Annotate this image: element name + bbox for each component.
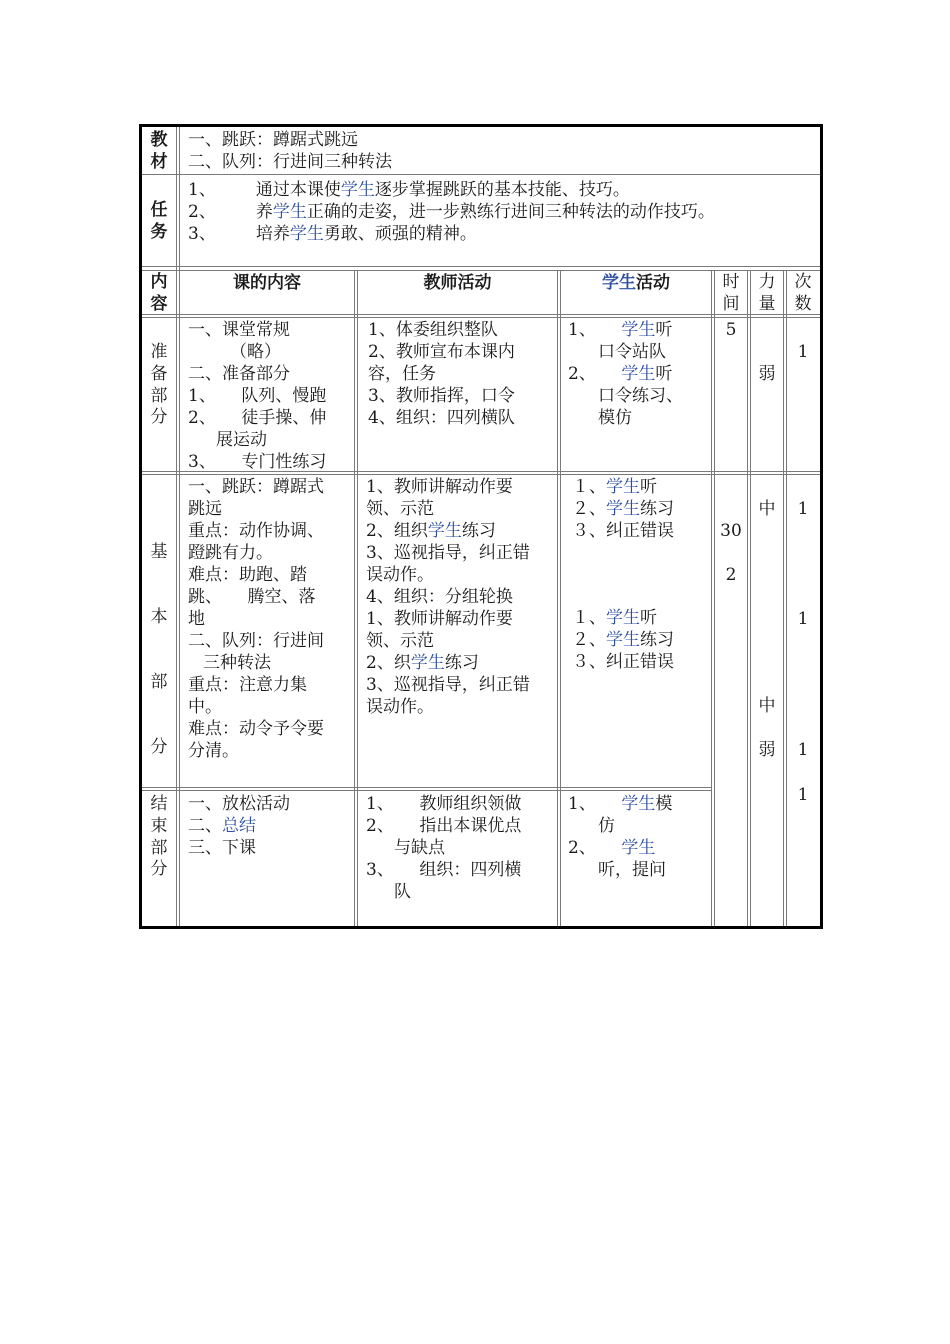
col-divider: [557, 270, 558, 926]
basic-student-line: ３、纠正错误: [572, 521, 674, 541]
basic-student-line: ２、学生练习: [572, 630, 674, 650]
prep-student-line: 模仿: [598, 408, 632, 428]
row-divider: [142, 790, 712, 791]
col-divider: [560, 270, 561, 926]
end-lesson-line: 三、下课: [188, 838, 256, 858]
basic-lesson-line: 难点：助跑、踏: [188, 565, 307, 585]
basic-student-line: １、学生听: [572, 608, 657, 628]
row-divider: [142, 314, 820, 315]
basic-student-line: １、学生听: [572, 477, 657, 497]
basic-lesson-line: 二、队列：行进间: [188, 631, 324, 651]
basic-time: 2: [725, 565, 737, 585]
basic-times: 1: [797, 499, 809, 519]
prep-student-line: 1、 学生听: [568, 320, 673, 340]
col-divider: [786, 270, 787, 926]
basic-times: 1: [797, 609, 809, 629]
header-lesson: 课的内容: [233, 273, 301, 293]
col-divider: [179, 127, 180, 926]
col-divider: [354, 270, 355, 926]
materials-line: 一、跳跃：蹲踞式跳远: [188, 130, 358, 150]
basic-lesson-line: 一、跳跃：蹲踞式: [188, 477, 324, 497]
end-teacher-line: 与缺点: [394, 838, 445, 858]
prep-teacher-line: 3、教师指挥，口令: [368, 386, 515, 406]
header-intensity: 力量: [758, 272, 776, 314]
basic-intensity: 中: [758, 499, 776, 519]
end-student-line: 2、 学生: [568, 838, 656, 858]
prep-student-line: 口令练习、: [598, 386, 683, 406]
basic-teacher-line: 误动作。: [366, 697, 434, 717]
prep-teacher-line: 2、教师宣布本课内: [368, 342, 515, 362]
end-teacher-line: 3、 组织：四列横: [366, 860, 522, 880]
basic-intensity: 弱: [758, 740, 776, 760]
header-time: 时间: [722, 272, 740, 314]
end-student-line: 仿: [598, 816, 615, 836]
prep-lesson-line: 3、 专门性练习: [188, 452, 327, 472]
basic-teacher-line: 2、织学生练习: [366, 653, 479, 673]
prep-teacher-line: 4、组织：四列横队: [368, 408, 515, 428]
basic-teacher-line: 1、教师讲解动作要: [366, 477, 513, 497]
row-divider: [142, 317, 820, 318]
header-times: 次数: [794, 272, 812, 314]
prep-label: 准备部分: [150, 342, 168, 428]
prep-times: 1: [797, 342, 809, 362]
prep-intensity: 弱: [758, 364, 776, 384]
row-divider: [142, 787, 712, 788]
end-lesson-line: 二、总结: [188, 816, 256, 836]
col-divider: [714, 270, 715, 926]
prep-lesson-line: 二、准备部分: [188, 364, 290, 384]
basic-student-line: ２、学生练习: [572, 499, 674, 519]
end-teacher-line: 2、 指出本课优点: [366, 816, 522, 836]
basic-lesson-line: 跳远: [188, 499, 222, 519]
basic-teacher-line: 4、组织：分组轮换: [366, 587, 513, 607]
basic-lesson-line: 难点：动令予令要: [188, 719, 324, 739]
basic-teacher-line: 领、示范: [366, 499, 434, 519]
basic-teacher-line: 领、示范: [366, 631, 434, 651]
basic-teacher-line: 误动作。: [366, 565, 434, 585]
prep-time: 5: [725, 320, 737, 340]
prep-lesson-line: 2、 徒手操、伸: [188, 408, 327, 428]
prep-teacher-line: 1、体委组织整队: [368, 320, 498, 340]
basic-lesson-line: 重点：注意力集: [188, 675, 307, 695]
task-item: 3、 培养学生勇敢、顽强的精神。: [188, 224, 477, 244]
basic-label: 基本部分: [150, 542, 168, 757]
basic-lesson-line: 蹬跳有力。: [188, 543, 273, 563]
row-divider: [142, 474, 820, 475]
prep-student-line: 口令站队: [598, 342, 666, 362]
basic-student-line: ３、纠正错误: [572, 652, 674, 672]
end-student-line: 1、 学生模: [568, 794, 673, 814]
basic-teacher-line: 3、巡视指导，纠正错: [366, 675, 530, 695]
prep-lesson-line: 展运动: [216, 430, 267, 450]
col-divider: [747, 270, 748, 926]
materials-label: 教材: [150, 130, 168, 172]
prep-lesson-line: 1、 队列、慢跑: [188, 386, 327, 406]
header-student: 学生活动: [602, 273, 670, 293]
basic-times: 1: [797, 740, 809, 760]
basic-teacher-line: 2、组织学生练习: [366, 521, 496, 541]
col-divider: [783, 270, 784, 926]
tasks-label: 任务: [150, 200, 168, 242]
basic-teacher-line: 3、巡视指导，纠正错: [366, 543, 530, 563]
basic-lesson-line: 三种转法: [203, 653, 271, 673]
prep-student-line: 2、 学生听: [568, 364, 673, 384]
col-divider: [711, 270, 712, 926]
basic-time: 30: [720, 521, 742, 541]
basic-lesson-line: 分清。: [188, 741, 239, 761]
basic-teacher-line: 1、教师讲解动作要: [366, 609, 513, 629]
basic-lesson-line: 地: [188, 609, 205, 629]
task-item: 1、 通过本课使学生逐步掌握跳跃的基本技能、技巧。: [188, 180, 630, 200]
header-teacher: 教师活动: [423, 273, 492, 293]
end-teacher-line: 1、 教师组织领做: [366, 794, 522, 814]
row-divider: [142, 266, 820, 267]
col-divider: [357, 270, 358, 926]
basic-lesson-line: 中。: [188, 697, 222, 717]
col-divider: [176, 127, 177, 926]
end-lesson-line: 一、放松活动: [188, 794, 290, 814]
end-student-line: 听，提问: [598, 860, 666, 880]
end-teacher-line: 队: [394, 882, 411, 902]
materials-line: 二、队列：行进间三种转法: [188, 152, 392, 172]
prep-teacher-line: 容，任务: [368, 364, 436, 384]
basic-intensity: 中: [758, 696, 776, 716]
basic-times: 1: [797, 785, 809, 805]
prep-lesson-line: 一、课堂常规: [188, 320, 290, 340]
task-item: 2、 养学生正确的走姿，进一步熟练行进间三种转法的动作技巧。: [188, 202, 715, 222]
end-label: 结束部分: [150, 794, 168, 880]
basic-lesson-line: 跳、 腾空、落: [188, 587, 316, 607]
row-divider: [142, 270, 820, 271]
prep-lesson-line: （略）: [230, 342, 281, 362]
header-content: 内容: [150, 272, 168, 314]
row-divider: [142, 174, 820, 175]
basic-lesson-line: 重点：动作协调、: [188, 521, 324, 541]
